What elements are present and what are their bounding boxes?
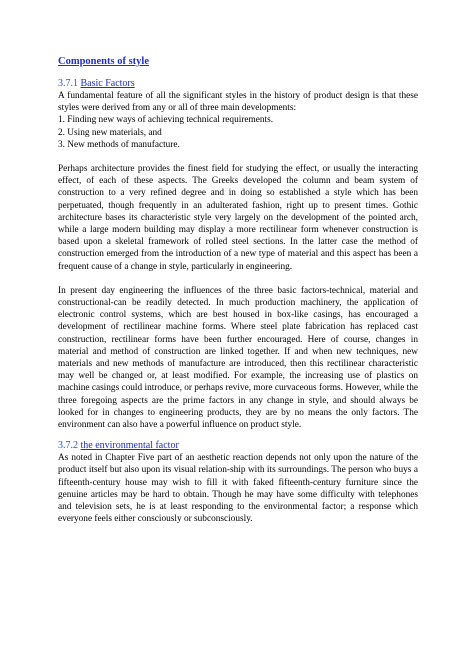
environment-paragraph: As noted in Chapter Five part of an aesthetic reaction depends not only upon the nature of the product itself but also upon its visual relation-ship with its surroundings. The person who buys a fifteenth-century house may wish to fill it with faked fifteenth-century furniture since the genuine articles may be hard to obtain. Though he may have some difficulty with telephones and television sets, he is at least responding to the environmental factor; a response which everyone feels either consciously or subconsciously.: [58, 453, 418, 525]
architecture-paragraph: Perhaps architecture provides the finest field for studying the effect, or usually the interacting effect, of each of these aspects. The Greeks developed the column and beam system of construction to a very refined degree and in doing so established a style which has been perpetuated, though frequently in an adulterated fashion, right up to present times. Gothic architecture bases its characteristic style very largely on the development of the pointed arch, while a large modern building may display a more rectilinear form whenever construction is based upon a skeletal framework of rolled steel sections. In the latter case the method of construction emerged from the introduction of a new type of material and this aspect has been a frequent cause of a change in style, particularly in engineering.: [58, 164, 418, 272]
intro-paragraph: A fundamental feature of all the significant styles in the history of product design is that these styles were derived from any or all of three main developments:: [58, 91, 418, 114]
page-title: Components of style: [58, 56, 149, 67]
section-heading-basic-factors: [58, 78, 418, 89]
list-item: 3. New methods of manufacture.: [58, 139, 180, 150]
section-heading-environmental-factor: [58, 440, 418, 451]
section-title-link[interactable]: Basic Factors: [80, 78, 135, 89]
list-item: 1. Finding new ways of achieving technical requirements.: [58, 115, 274, 126]
document-page: [58, 56, 418, 526]
section-title-link[interactable]: the environmental factor: [80, 440, 179, 452]
section-number: 3.7.2: [58, 440, 78, 452]
engineering-paragraph: In present day engineering the influences of the three basic factors-technical, material and constructional-can be readily detected. In much production machinery, the application of electronic control systems, which are best housed in box-like casings, has encouraged a development of rectilinear machine forms. Where steel plate fabrication has replaced cast construction, rectilinear forms have been further encouraged. Here of course, changes in material and method of construction are linked together. If and when new techniques, new materials and new methods of manufacture are introduced, then this rectilinear characteristic may well be changed or, at least modified. For example, the increasing use of plastics on machine casings could introduce, or perhaps revive, more curvaceous forms. However, while the three foregoing aspects are the prime factors in any change in style, and should always be looked for in changes to engineering products, they are by no means the only factors. The environment can also have a powerful influence on product style.: [58, 285, 419, 431]
section-number: 3.7.1: [58, 78, 78, 89]
list-item: 2. Using new materials, and: [58, 127, 162, 138]
developments-list: [58, 114, 418, 151]
